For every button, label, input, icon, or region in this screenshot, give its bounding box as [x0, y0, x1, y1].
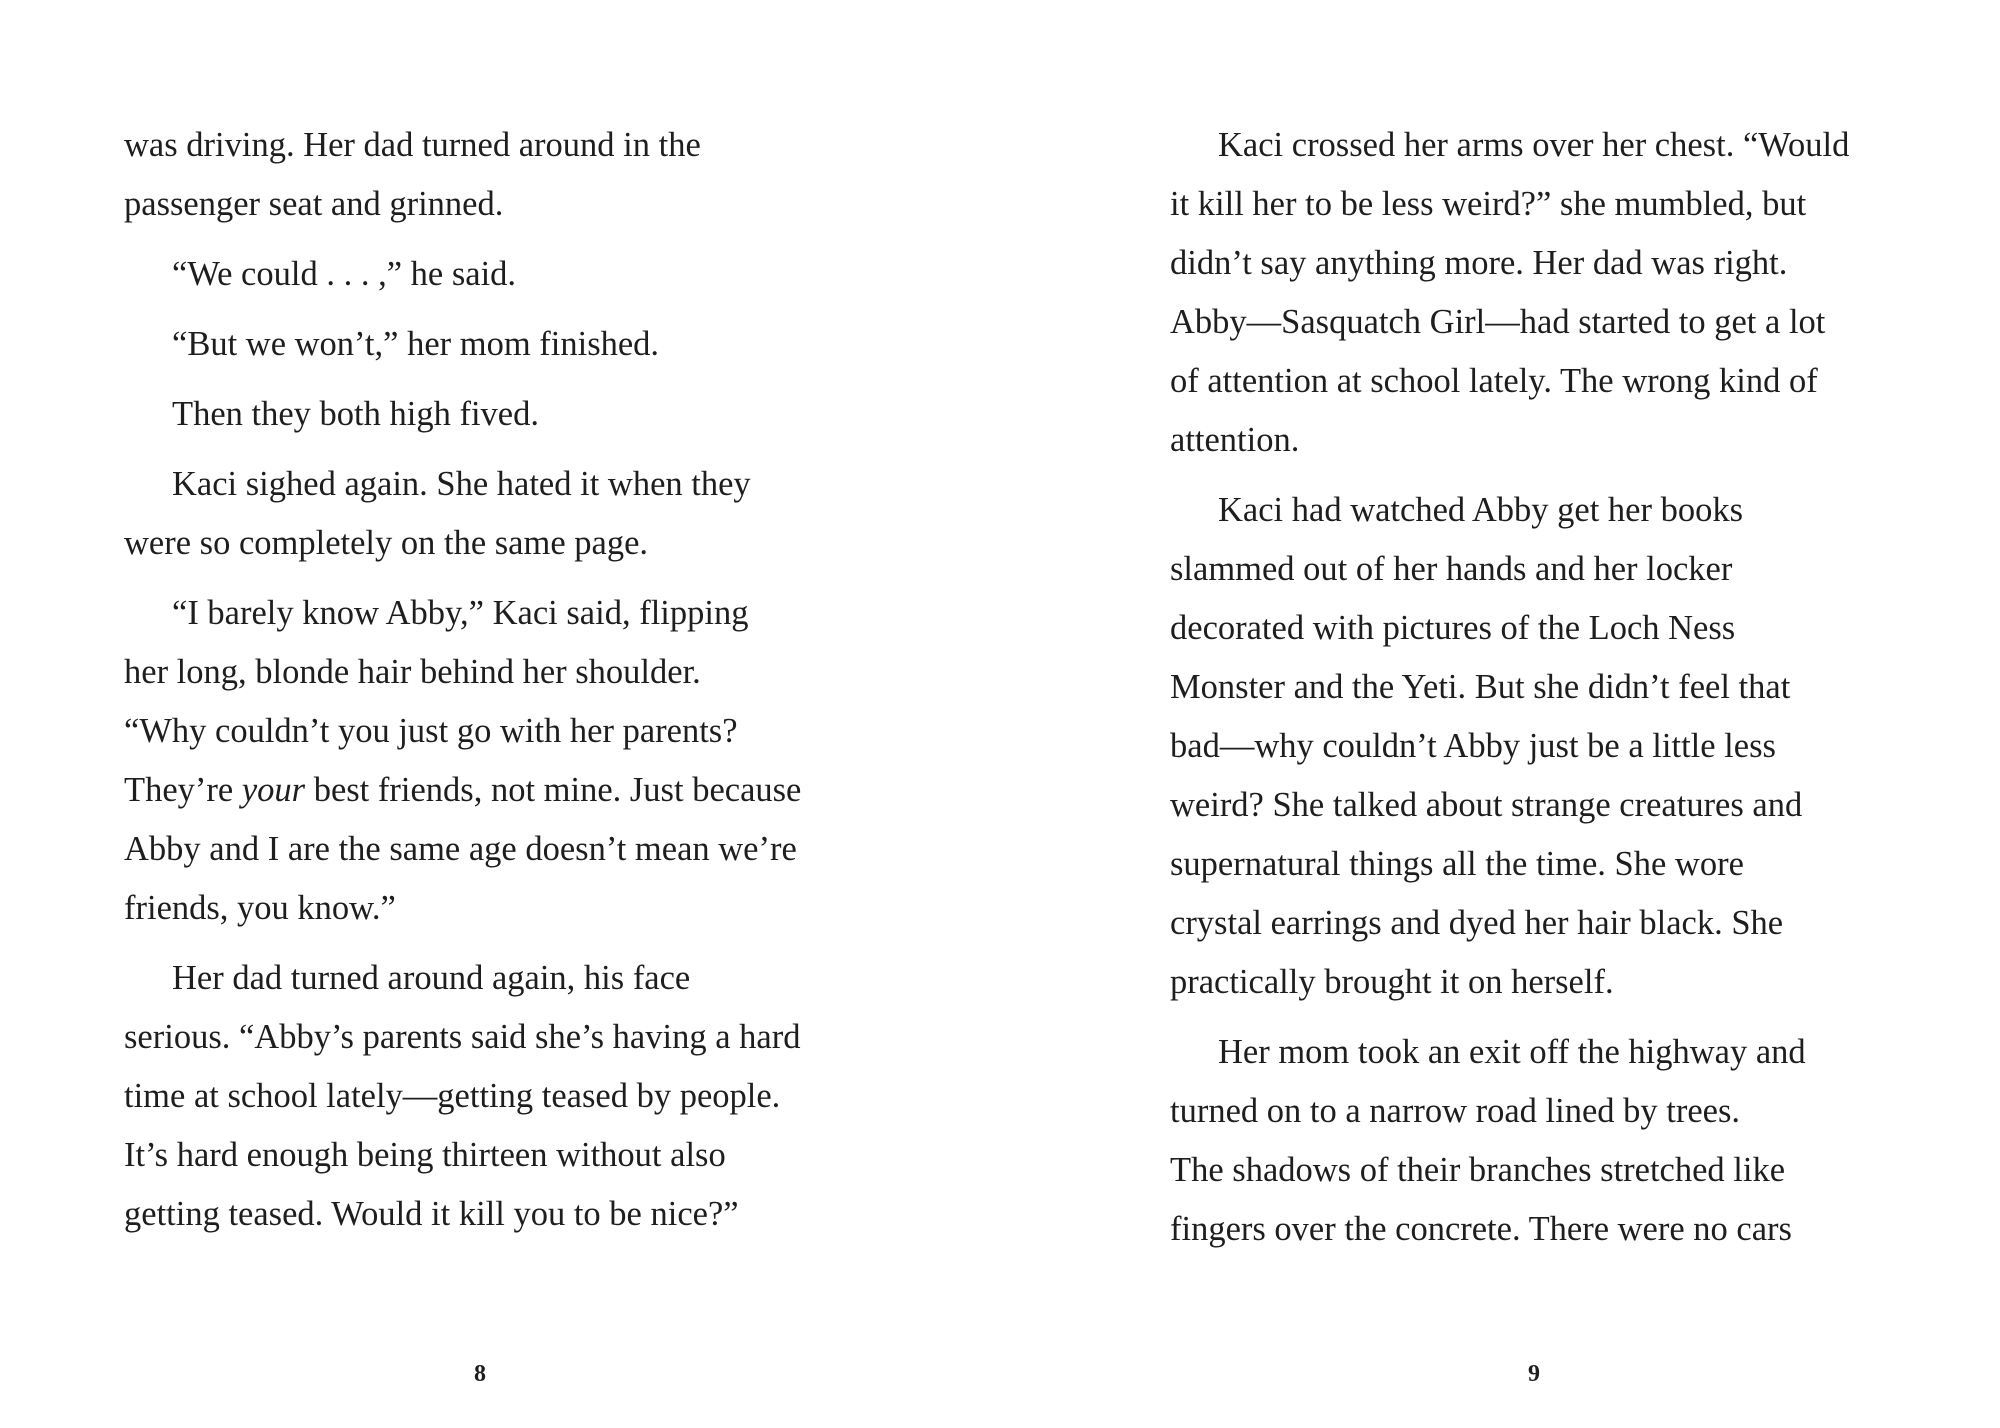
text-line: passenger seat and grinned.: [124, 185, 504, 223]
text-line: fingers over the concrete. There were no cars: [1170, 1210, 1792, 1248]
paragraph: [1170, 481, 1920, 1012]
text-line: [124, 761, 874, 820]
text-line: getting teased. Would it kill you to be nice?”: [124, 1195, 739, 1233]
text-line: Her mom took an exit off the highway and: [1218, 1033, 1806, 1071]
paragraph: [124, 385, 874, 444]
text-line: crystal earrings and dyed her hair black. She: [1170, 904, 1784, 942]
paragraph: [1170, 1023, 1920, 1259]
text-line: “Why couldn’t you just go with her parents?: [124, 712, 738, 750]
text-line: time at school lately—getting teased by people.: [124, 1077, 781, 1115]
text-line: turned on to a narrow road lined by trees.: [1170, 1092, 1741, 1130]
text-line: of attention at school lately. The wrong kind of: [1170, 362, 1818, 400]
paragraph: [124, 245, 874, 304]
italic-emphasis: your: [241, 771, 306, 809]
right-page: [1000, 0, 2000, 1428]
text-line: “But we won’t,” her mom finished.: [172, 325, 660, 363]
text-line: attention.: [1170, 421, 1300, 459]
text-line: The shadows of their branches stretched like: [1170, 1151, 1786, 1189]
text-line: “We could . . . ,” he said.: [172, 255, 517, 293]
text-line: weird? She talked about strange creatures and: [1170, 786, 1803, 824]
text-line: supernatural things all the time. She wore: [1170, 845, 1744, 883]
text-segment: They’re: [124, 771, 242, 809]
text-line: Kaci had watched Abby get her books: [1218, 491, 1744, 529]
text-line: Abby—Sasquatch Girl—had started to get a lot: [1170, 303, 1826, 341]
paragraph: [124, 315, 874, 374]
text-line: decorated with pictures of the Loch Ness: [1170, 609, 1736, 647]
text-line: were so completely on the same page.: [124, 524, 649, 562]
paragraph: [124, 584, 874, 938]
text-line: Abby and I are the same age doesn’t mean we’re: [124, 830, 797, 868]
text-line: didn’t say anything more. Her dad was right.: [1170, 244, 1788, 282]
text-segment: best friends, not mine. Just because: [305, 771, 802, 809]
text-line: It’s hard enough being thirteen without also: [124, 1136, 726, 1174]
text-line: Kaci crossed her arms over her chest. “Would: [1218, 126, 1850, 164]
text-line: was driving. Her dad turned around in the: [124, 126, 701, 164]
text-line: it kill her to be less weird?” she mumbled, but: [1170, 185, 1807, 223]
text-line: “I barely know Abby,” Kaci said, flipping: [172, 594, 749, 632]
page-number: 8: [474, 1361, 486, 1387]
text-line: friends, you know.”: [124, 889, 396, 927]
text-line: her long, blonde hair behind her shoulder.: [124, 653, 701, 691]
text-line: serious. “Abby’s parents said she’s having a hard: [124, 1018, 801, 1056]
paragraph: [124, 116, 874, 234]
text-line: Then they both high fived.: [172, 395, 539, 433]
text-line: Her dad turned around again, his face: [172, 959, 691, 997]
paragraph: [1170, 116, 1920, 470]
paragraph: [124, 455, 874, 573]
paragraph: [124, 949, 874, 1244]
left-page-text: [124, 116, 874, 1255]
text-line: Monster and the Yeti. But she didn’t feel that: [1170, 668, 1791, 706]
text-line: Kaci sighed again. She hated it when they: [172, 465, 751, 503]
text-line: slammed out of her hands and her locker: [1170, 550, 1733, 588]
page-number: 9: [1528, 1361, 1540, 1387]
text-line: practically brought it on herself.: [1170, 963, 1614, 1001]
right-page-text: [1170, 116, 1920, 1270]
text-line: bad—why couldn’t Abby just be a little less: [1170, 727, 1776, 765]
